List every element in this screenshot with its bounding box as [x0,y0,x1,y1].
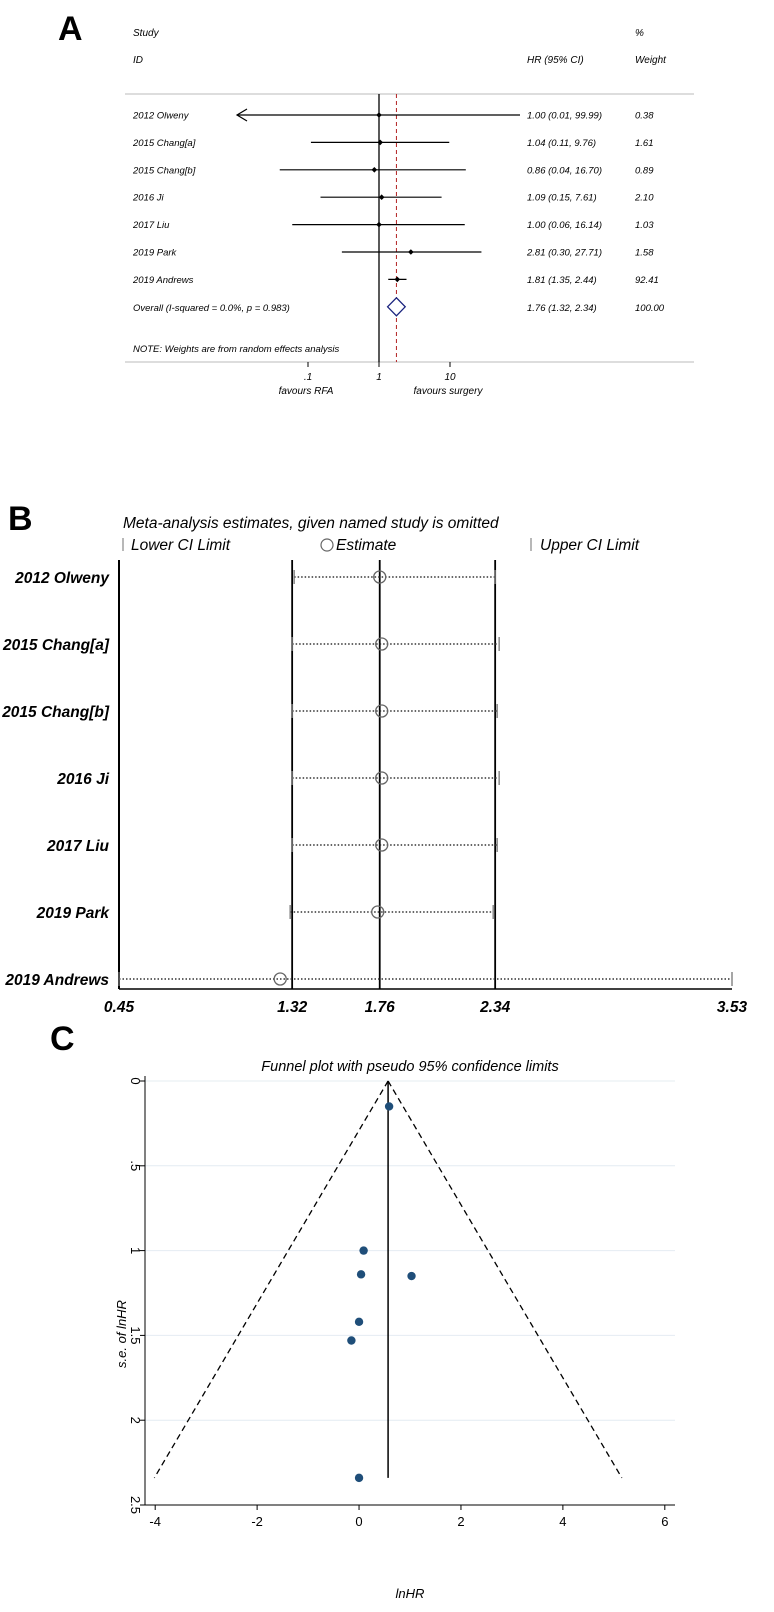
forest-study-label: 2019 Andrews [133,274,194,286]
forest-header-weight-pct: % [635,28,644,39]
sens-x-tick-label: 3.53 [716,999,748,1016]
forest-weight: 0.38 [635,110,654,122]
funnel-point [407,1272,415,1280]
forest-weight: 1.61 [635,137,654,149]
sens-x-tick-label: 0.45 [103,999,135,1016]
sens-title: Meta-analysis estimates, given named study is omitted [123,515,499,532]
forest-weight: 1.58 [635,247,654,259]
forest-x-tick-label: .1 [303,372,313,383]
forest-point-estimate [408,249,414,255]
funnel-lower-limit [154,1081,388,1478]
funnel-ylabel: s.e. of lnHR [114,1300,129,1368]
forest-ci-text: 1.00 (0.01, 99.99) [527,110,602,122]
funnel-plot [0,1040,774,1612]
sens-row-label: 2015 Chang[a] [3,637,109,654]
forest-header-study: Study [133,28,159,39]
forest-point-estimate [394,277,400,283]
sens-row-label: 2019 Andrews [5,972,109,989]
forest-header-hr: HR (95% CI) [527,55,584,66]
forest-plot [0,0,774,420]
forest-point-estimate [379,194,385,200]
forest-x-tick-label: 1 [376,372,382,383]
sens-row-label: 2012 Olweny [15,570,109,587]
forest-study-label: 2015 Chang[b] [133,165,196,177]
funnel-point [355,1474,363,1482]
funnel-x-tick-label: 4 [559,1514,567,1529]
funnel-point [359,1246,367,1254]
forest-point-estimate [372,167,378,173]
forest-study-label: 2012 Olweny [133,110,189,122]
forest-overall-weight: 100.00 [635,303,665,314]
funnel-point [355,1318,363,1326]
forest-study-label: 2015 Chang[a] [133,137,196,149]
forest-point-estimate [376,222,382,228]
sens-x-tick-label: 1.32 [277,999,308,1016]
sens-row-label: 2016 Ji [57,771,109,788]
funnel-y-tick-label: 1 [128,1246,143,1255]
funnel-x-tick-label: 6 [661,1514,669,1529]
forest-overall-ci: 1.76 (1.32, 2.34) [527,303,597,314]
forest-header-weight: Weight [635,55,666,66]
forest-overall-diamond [388,298,406,316]
forest-point-estimate [377,140,383,146]
sens-legend-estimate: Estimate [336,537,397,554]
forest-weight: 2.10 [635,192,654,204]
funnel-x-tick-label: -4 [149,1514,161,1529]
funnel-title: Funnel plot with pseudo 95% confidence limits [261,1059,559,1075]
forest-ci-text: 1.00 (0.06, 16.14) [527,220,602,232]
forest-study-label: 2019 Park [133,247,177,259]
funnel-x-tick-label: -2 [251,1514,263,1529]
funnel-point [347,1336,355,1344]
sens-legend-lower: Lower CI Limit [131,537,231,554]
funnel-y-tick-label: 2.5 [128,1495,143,1515]
funnel-y-tick-label: 2 [128,1416,143,1424]
sens-row-label: 2019 Park [36,905,109,922]
forest-note: NOTE: Weights are from random effects analysis [133,344,340,355]
forest-ci-text: 0.86 (0.04, 16.70) [527,165,602,177]
forest-study-label: 2017 Liu [133,220,170,232]
panel-label-c: C [50,1020,75,1058]
funnel-y-tick-label: .5 [128,1160,143,1172]
forest-overall-label: Overall (I-squared = 0.0%, p = 0.983) [133,303,290,314]
forest-header-id: ID [133,55,143,66]
forest-ci-text: 1.81 (1.35, 2.44) [527,274,597,286]
funnel-upper-limit [388,1081,622,1478]
funnel-xlabel: lnHR [395,1586,425,1601]
forest-xlabel-left: favours RFA [278,386,334,397]
forest-x-tick-label: 10 [444,372,456,383]
sens-row-label: 2017 Liu [46,838,109,855]
sens-x-tick-label: 1.76 [364,999,395,1016]
funnel-x-tick-label: 2 [457,1514,465,1529]
panel-label-b: B [8,500,33,538]
forest-weight: 1.03 [635,220,654,232]
sens-x-tick-label: 2.34 [480,999,511,1016]
funnel-x-tick-label: 0 [355,1514,363,1529]
sens-legend-estimate-marker [321,539,333,551]
sens-row-label: 2015 Chang[b] [2,704,109,721]
forest-study-label: 2016 Ji [133,192,164,204]
forest-ci-text: 1.09 (0.15, 7.61) [527,192,597,204]
sens-legend-upper: Upper CI Limit [540,537,640,554]
forest-ci-text: 1.04 (0.11, 9.76) [527,137,597,149]
forest-weight: 92.41 [635,274,659,286]
forest-xlabel-right: favours surgery [413,386,483,397]
funnel-point [357,1270,365,1278]
panel-label-a: A [58,10,83,48]
forest-ci-text: 2.81 (0.30, 27.71) [527,247,602,259]
funnel-y-tick-label: 0 [128,1077,143,1085]
funnel-y-tick-label: 1.5 [128,1326,143,1345]
forest-point-estimate [376,112,382,118]
sensitivity-plot [0,500,774,1040]
funnel-point [385,1102,393,1110]
forest-weight: 0.89 [635,165,654,177]
